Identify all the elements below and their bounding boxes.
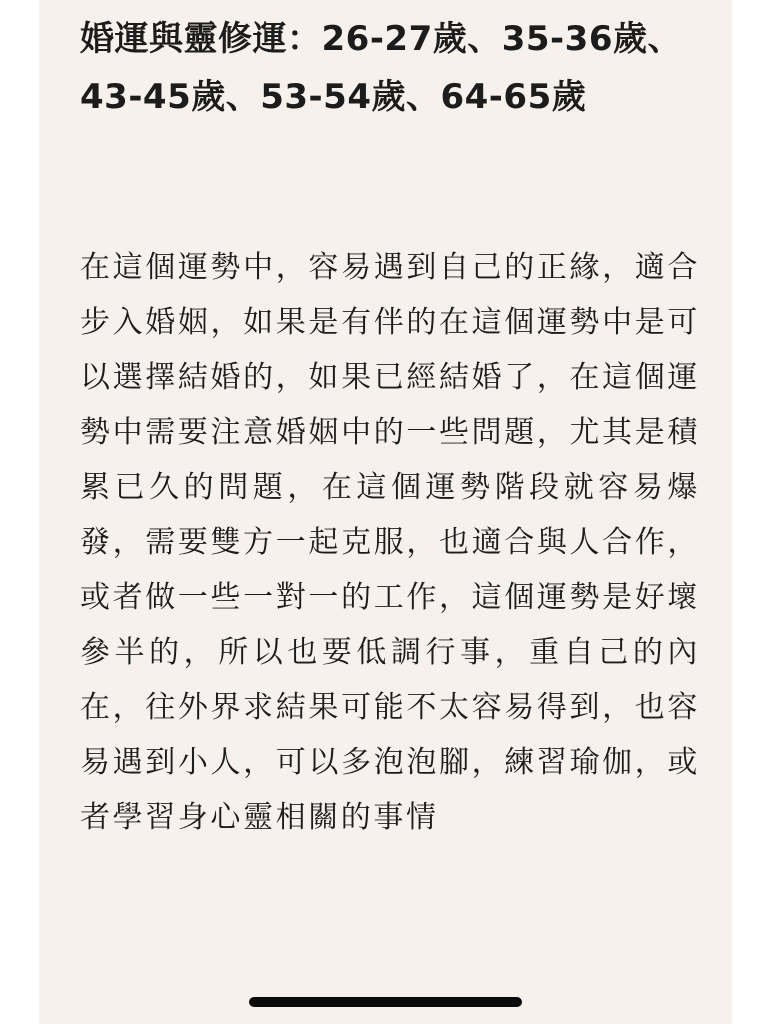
article-paragraph: 在這個運勢中，容易遇到自己的正緣，適合步入婚姻，如果是有伴的在這個運勢中是可以選擇結婚的，如果已經結婚了，在這個運勢中需要注意婚姻中的一些問題，尤其是積累已久的問題，在這個運勢階段就容易爆發，需要雙方一起克服，也適合與人合作，或者做一些一對一的工作，這個運勢是好壞參半的，所以也要低調行事，重自己的內在，往外界求結果可能不太容易得到，也容易遇到小人，可以多泡泡腳，練習瑜伽，或者學習身心靈相關的事情 <box>80 250 700 835</box>
section-heading: 婚運與靈修運：26-27歲、35-36歲、43-45歲、53-54歲、64-65歲 <box>80 19 682 117</box>
home-indicator[interactable] <box>249 997 522 1007</box>
